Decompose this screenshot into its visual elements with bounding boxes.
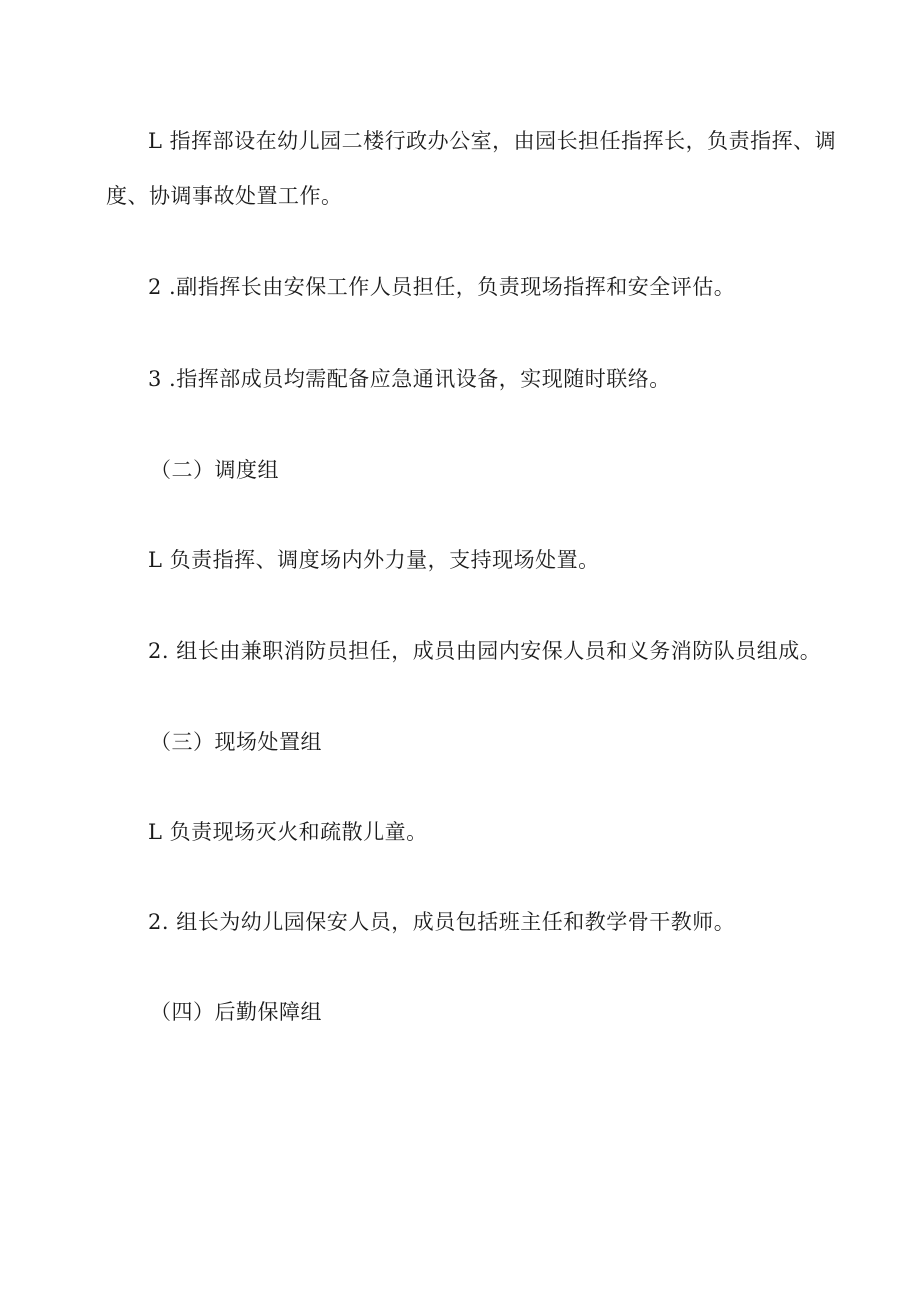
paragraph-line: 度、协调事故处置工作。: [106, 184, 343, 208]
paragraph-line: L 指挥部设在幼儿园二楼行政办公室，由园长担任指挥长，负责指挥、调: [148, 129, 837, 153]
list-item: 3 .指挥部成员均需配备应急通讯设备，实现随时联络。: [148, 367, 671, 391]
section-heading: （四）后勤保障组: [150, 1000, 322, 1024]
list-item: 2. 组长由兼职消防员担任，成员由园内安保人员和义务消防队员组成。: [148, 639, 822, 663]
list-item: L 负责指挥、调度场内外力量，支持现场处置。: [148, 548, 600, 572]
list-item: L 负责现场灭火和疏散儿童。: [148, 820, 428, 844]
section-heading: （二）调度组: [150, 458, 279, 482]
section-heading: （三）现场处置组: [150, 730, 322, 754]
list-item: 2 .副指挥长由安保工作人员担任，负责现场指挥和安全评估。: [148, 275, 736, 299]
list-item: 2. 组长为幼儿园保安人员，成员包括班主任和教学骨干教师。: [148, 910, 736, 934]
